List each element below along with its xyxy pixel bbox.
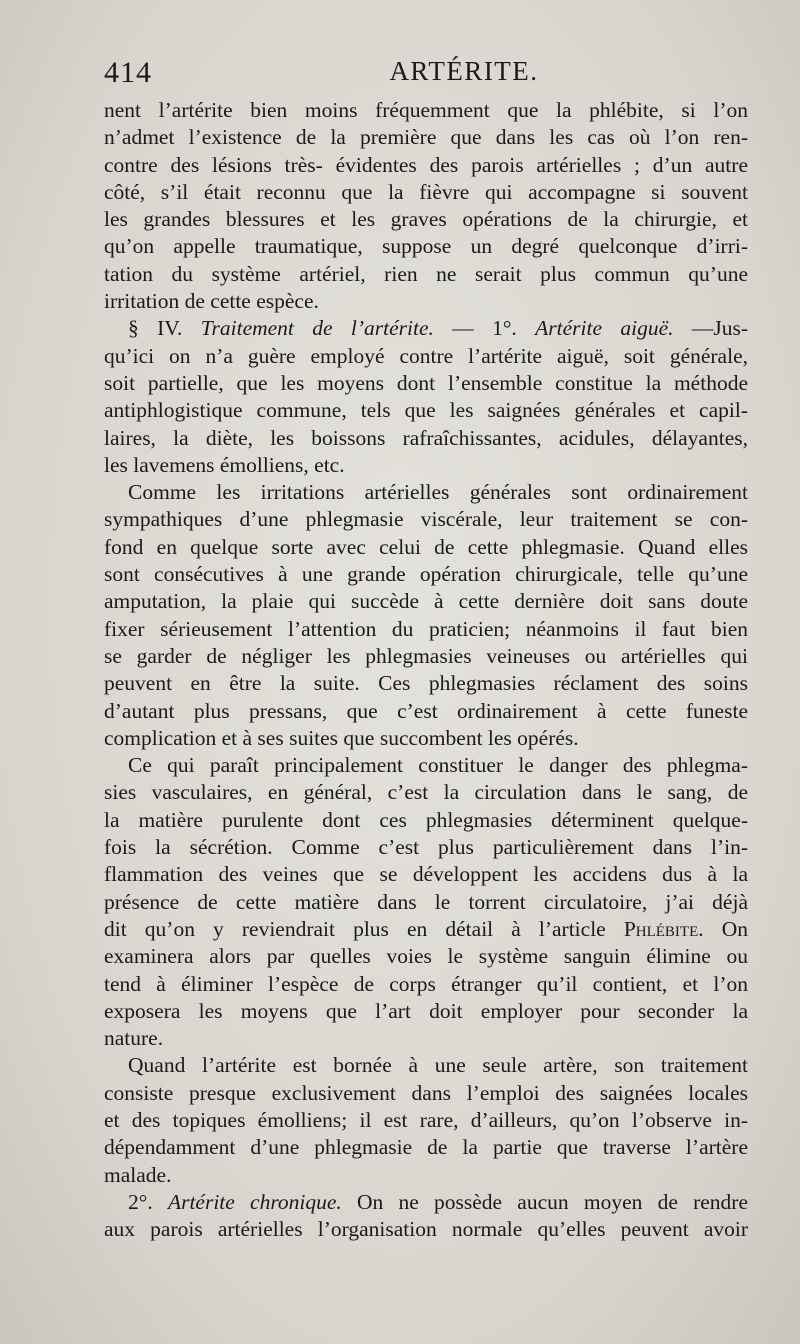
section-dash: —: [452, 316, 474, 341]
line-text: fixer sérieusement l’attention du praticien; néanmoins il faut bien: [104, 616, 748, 641]
text-line: [104, 916, 748, 943]
line-text: . On: [698, 916, 749, 941]
line-text: flammation des veines que se développent les accidens dus à la: [104, 862, 748, 887]
body-text: [104, 97, 748, 1243]
line-text: soit partielle, que les moyens dont l’ensemble constitue la méthode: [104, 370, 748, 395]
line-text: sont consécutives à une grande opération chirurgicale, telle qu’une: [104, 562, 748, 587]
line-text: qu’on appelle traumatique, suppose un degré quelconque d’irri-: [104, 234, 748, 259]
text-line: [104, 1134, 748, 1161]
line-text: laires, la diète, les boissons rafraîchissantes, acidules, délayantes,: [104, 425, 748, 450]
text-line: [104, 588, 748, 615]
line-text: aux parois artérielles l’organisation normale qu’elles peuvent avoir: [104, 1217, 748, 1242]
text-line: [104, 1107, 748, 1134]
line-text: irritation de cette espèce.: [104, 289, 319, 314]
line-text: se garder de négliger les phlegmasies veineuses ou artérielles qui: [104, 643, 748, 668]
text-line: [104, 561, 748, 588]
text-line: [104, 97, 748, 124]
text-line: [104, 315, 748, 342]
page-header: [104, 56, 748, 96]
article-reference: Phlébite: [623, 916, 699, 941]
text-line: [104, 670, 748, 697]
text-line: [104, 343, 748, 370]
text-line: [104, 124, 748, 151]
line-text: nature.: [104, 1026, 164, 1051]
text-line: [104, 834, 748, 861]
line-text: malade.: [104, 1162, 172, 1187]
text-line: [104, 698, 748, 725]
line-text: d’autant plus pressans, que c’est ordinairement à cette funeste: [104, 698, 748, 723]
text-line: [104, 1162, 748, 1189]
section-subtitle: Artérite aiguë.: [535, 316, 674, 341]
text-line: [104, 425, 748, 452]
text-line: [104, 616, 748, 643]
text-line: [104, 1216, 748, 1243]
line-text: tend à éliminer l’espèce de corps étranger qu’il contient, et l’on: [104, 971, 748, 996]
line-text: fond en quelque sorte avec celui de cette phlegmasie. Quand elles: [104, 534, 748, 559]
text-line: [104, 152, 748, 179]
page-number: 414: [104, 56, 152, 89]
text-line: [104, 534, 748, 561]
line-text: Jus-: [713, 316, 749, 341]
text-line: [104, 1189, 748, 1216]
line-text: examinera alors par quelles voies le système sanguin élimine ou: [104, 944, 748, 969]
line-text: les grandes blessures et les graves opérations de la chirurgie, et: [104, 207, 748, 232]
text-line: [104, 725, 748, 752]
line-text: Quand l’artérite est bornée à une seule artère, son traitement: [128, 1053, 748, 1078]
text-line: [104, 1080, 748, 1107]
line-text: n’admet l’existence de la première que dans les cas où l’on ren-: [104, 125, 748, 150]
text-line: [104, 752, 748, 779]
running-title: ARTÉRITE.: [389, 56, 539, 86]
text-line: [104, 971, 748, 998]
text-line: [104, 889, 748, 916]
text-line: [104, 452, 748, 479]
line-text: dit qu’on y reviendrait plus en détail à l’article: [104, 916, 606, 941]
text-line: [104, 1025, 748, 1052]
line-text: sies vasculaires, en général, c’est la circulation dans le sang, de: [104, 780, 748, 805]
chronic-number: 2°.: [128, 1189, 153, 1214]
text-line: [104, 779, 748, 806]
line-text: qu’ici on n’a guère employé contre l’artérite aiguë, soit générale,: [104, 343, 748, 368]
text-line: [104, 206, 748, 233]
section-symbol: § IV.: [128, 316, 201, 341]
text-line: [104, 506, 748, 533]
line-text: exposera les moyens que l’art doit employer pour seconder la: [104, 998, 748, 1023]
line-text: Ce qui paraît principalement constituer le danger des phlegma-: [128, 753, 748, 778]
line-text: tation du système artériel, rien ne serait plus commun qu’une: [104, 261, 748, 286]
text-line: [104, 397, 748, 424]
line-text: On ne possède aucun moyen de rendre: [357, 1189, 748, 1214]
line-text: côté, s’il était reconnu que la fièvre qui accompagne si souvent: [104, 179, 748, 204]
text-line: [104, 807, 748, 834]
text-line: [104, 998, 748, 1025]
line-text: présence de cette matière dans le torrent circulatoire, j’ai déjà: [104, 889, 748, 914]
line-text: contre des lésions très- évidentes des parois artérielles ; d’un autre: [104, 152, 748, 177]
section-title: Traitement de l’artérite.: [200, 316, 434, 341]
line-text: dépendamment d’une phlegmasie de la partie que traverse l’artère: [104, 1135, 748, 1160]
text-line: [104, 370, 748, 397]
section-number: 1°.: [492, 316, 517, 341]
line-text: nent l’artérite bien moins fréquemment que la phlébite, si l’on: [104, 98, 748, 122]
text-line: [104, 861, 748, 888]
text-line: [104, 233, 748, 260]
section-dash: —: [691, 316, 714, 341]
text-line: [104, 479, 748, 506]
line-text: les lavemens émolliens, etc.: [104, 452, 345, 477]
line-text: amputation, la plaie qui succède à cette dernière doit sans doute: [104, 589, 748, 614]
text-line: [104, 179, 748, 206]
text-line: [104, 643, 748, 670]
line-text: fois la sécrétion. Comme c’est plus particulièrement dans l’in-: [104, 835, 748, 860]
line-text: sympathiques d’une phlegmasie viscérale, leur traitement se con-: [104, 507, 748, 532]
text-line: [104, 1052, 748, 1079]
line-text: et des topiques émolliens; il est rare, d’ailleurs, qu’on l’observe in-: [104, 1107, 748, 1132]
line-text: antiphlogistique commune, tels que les saignées générales et capil-: [104, 398, 748, 423]
line-text: complication et à ses suites que succombent les opérés.: [104, 725, 579, 750]
line-text: la matière purulente dont ces phlegmasies déterminent quelque-: [104, 807, 748, 832]
text-line: [104, 288, 748, 315]
line-text: consiste presque exclusivement dans l’emploi des saignées locales: [104, 1080, 748, 1105]
text-line: [104, 943, 748, 970]
line-text: Comme les irritations artérielles générales sont ordinairement: [128, 480, 748, 505]
text-line: [104, 261, 748, 288]
chronic-subtitle: Artérite chronique.: [167, 1189, 342, 1214]
line-text: peuvent en être la suite. Ces phlegmasies réclament des soins: [104, 671, 748, 696]
